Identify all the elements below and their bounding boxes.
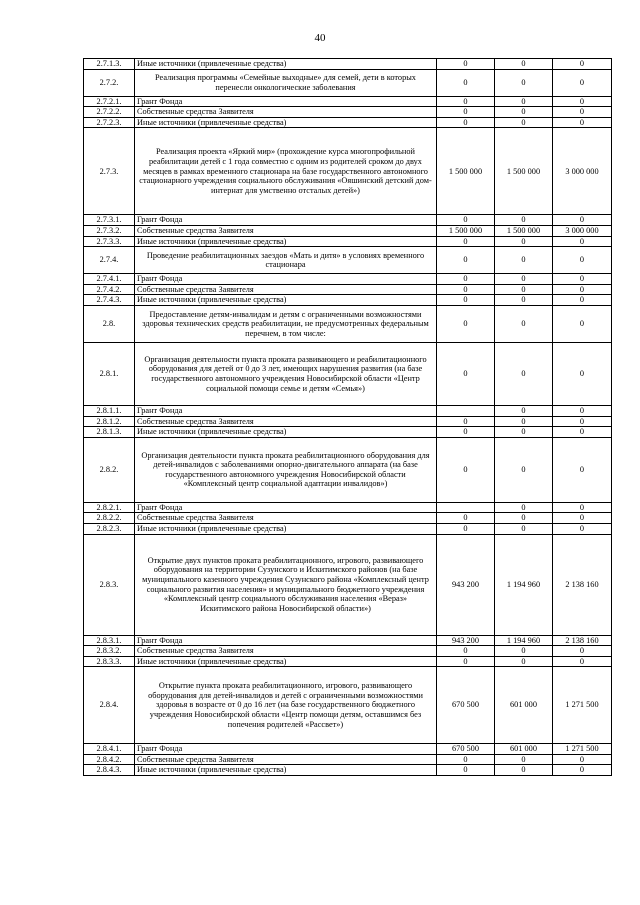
- value-grant: 0: [437, 117, 495, 128]
- value-own: 1 500 000: [495, 128, 553, 215]
- value-total: 0: [553, 646, 612, 657]
- item-number: 2.7.3.2.: [84, 225, 135, 236]
- value-own: 0: [495, 236, 553, 247]
- table-row: [84, 225, 612, 236]
- value-grant: 0: [437, 295, 495, 306]
- table-row: [84, 342, 612, 405]
- item-number: 2.7.4.3.: [84, 295, 135, 306]
- value-grant: 943 200: [437, 635, 495, 646]
- item-description: Иные источники (привлеченные средства): [135, 295, 437, 306]
- table-row: [84, 744, 612, 755]
- table-row: [84, 107, 612, 118]
- value-grant: 1 500 000: [437, 225, 495, 236]
- table-row: [84, 236, 612, 247]
- value-total: 0: [553, 765, 612, 776]
- item-description: Собственные средства Заявителя: [135, 107, 437, 118]
- value-own: 1 500 000: [495, 225, 553, 236]
- table-row: [84, 635, 612, 646]
- value-own: 0: [495, 513, 553, 524]
- value-own: 0: [495, 305, 553, 342]
- item-number: 2.7.4.: [84, 247, 135, 274]
- item-description: Открытие двух пунктов проката реабилитационного, игрового, развивающего оборудования на территории Сузунского и Искитимского районов (на базе муниципального казенного учреждения Сузунского района «Комплексный центр социального развития населения» и муниципального бюджетного учреждения «Комплексный центр социального обслуживания населения «Вераз» Искитимского района Новосибирской области»): [135, 534, 437, 635]
- value-own: 0: [495, 656, 553, 667]
- value-total: 0: [553, 274, 612, 285]
- item-description: Иные источники (привлеченные средства): [135, 59, 437, 70]
- item-description: Организация деятельности пункта проката развивающего и реабилитационного оборудования для детей от 0 до 3 лет, имеющих нарушения развития (на базе государственного автономного учреждения Новосибирской области «Центр социальной помощи семье и детям «Семья»): [135, 342, 437, 405]
- value-total: 0: [553, 96, 612, 107]
- value-total: 0: [553, 405, 612, 416]
- item-number: 2.7.2.: [84, 69, 135, 96]
- value-grant: 0: [437, 284, 495, 295]
- item-description: Грант Фонда: [135, 502, 437, 513]
- value-own: 1 194 960: [495, 534, 553, 635]
- item-number: 2.8.1.1.: [84, 405, 135, 416]
- item-number: 2.7.4.2.: [84, 284, 135, 295]
- item-description: Реализация проекта «Яркий мир» (прохождение курса многопрофильной реабилитации детей с 1 года совместно с одним из родителей сроком до двух месяцев в рамках временного стационара на базе государственного автономного стационарного учреждения социального обслуживания «Ояшинский детский дом-интернат для умственно отсталых детей»): [135, 128, 437, 215]
- item-number: 2.8.4.2.: [84, 754, 135, 765]
- value-total: 1 271 500: [553, 744, 612, 755]
- value-total: 2 138 160: [553, 534, 612, 635]
- item-description: Иные источники (привлеченные средства): [135, 765, 437, 776]
- table-row: [84, 656, 612, 667]
- value-grant: 0: [437, 247, 495, 274]
- value-total: 1 271 500: [553, 667, 612, 744]
- value-own: 0: [495, 754, 553, 765]
- value-grant: 0: [437, 754, 495, 765]
- item-number: 2.8.4.1.: [84, 744, 135, 755]
- value-total: 0: [553, 416, 612, 427]
- item-number: 2.8.1.2.: [84, 416, 135, 427]
- item-number: 2.8.4.3.: [84, 765, 135, 776]
- value-grant: 0: [437, 215, 495, 226]
- table-row: [84, 427, 612, 438]
- value-own: 0: [495, 284, 553, 295]
- table-row: [84, 295, 612, 306]
- value-total: 0: [553, 656, 612, 667]
- value-grant: 0: [437, 69, 495, 96]
- table-row: [84, 502, 612, 513]
- value-total: 0: [553, 284, 612, 295]
- value-total: 0: [553, 117, 612, 128]
- item-number: 2.8.3.1.: [84, 635, 135, 646]
- value-own: 0: [495, 107, 553, 118]
- value-own: 0: [495, 295, 553, 306]
- budget-table: [83, 58, 612, 776]
- value-total: 0: [553, 513, 612, 524]
- item-number: 2.7.3.: [84, 128, 135, 215]
- value-own: 1 194 960: [495, 635, 553, 646]
- table-row: [84, 274, 612, 285]
- value-grant: 0: [437, 513, 495, 524]
- value-total: 0: [553, 295, 612, 306]
- value-total: 3 000 000: [553, 128, 612, 215]
- item-description: Собственные средства Заявителя: [135, 284, 437, 295]
- item-description: Собственные средства Заявителя: [135, 754, 437, 765]
- value-grant: 0: [437, 427, 495, 438]
- value-total: 0: [553, 107, 612, 118]
- item-number: 2.7.2.2.: [84, 107, 135, 118]
- value-total: 0: [553, 523, 612, 534]
- value-grant: 0: [437, 765, 495, 776]
- item-description: Реализация программы «Семейные выходные» для семей, дети в которых перенесли онкологические заболевания: [135, 69, 437, 96]
- item-description: Иные источники (привлеченные средства): [135, 523, 437, 534]
- value-grant: 0: [437, 416, 495, 427]
- value-grant: 670 500: [437, 667, 495, 744]
- item-number: 2.7.4.1.: [84, 274, 135, 285]
- item-description: Иные источники (привлеченные средства): [135, 427, 437, 438]
- item-description: Грант Фонда: [135, 215, 437, 226]
- item-description: Грант Фонда: [135, 274, 437, 285]
- table-row: [84, 247, 612, 274]
- value-total: 0: [553, 59, 612, 70]
- value-own: 0: [495, 646, 553, 657]
- table-row: [84, 416, 612, 427]
- item-description: Иные источники (привлеченные средства): [135, 117, 437, 128]
- table-row: [84, 534, 612, 635]
- value-total: 0: [553, 69, 612, 96]
- table-row: [84, 667, 612, 744]
- value-grant: 0: [437, 236, 495, 247]
- value-own: 0: [495, 342, 553, 405]
- value-grant: 0: [437, 437, 495, 502]
- value-grant: 0: [437, 646, 495, 657]
- value-own: 601 000: [495, 667, 553, 744]
- item-number: 2.8.3.3.: [84, 656, 135, 667]
- item-description: Собственные средства Заявителя: [135, 646, 437, 657]
- value-grant: 0: [437, 107, 495, 118]
- value-grant: 0: [437, 274, 495, 285]
- value-own: 601 000: [495, 744, 553, 755]
- item-description: Собственные средства Заявителя: [135, 225, 437, 236]
- value-own: 0: [495, 765, 553, 776]
- item-description: Грант Фонда: [135, 96, 437, 107]
- item-description: Иные источники (привлеченные средства): [135, 236, 437, 247]
- item-description: Проведение реабилитационных заездов «Мать и дитя» в условиях временного стационара: [135, 247, 437, 274]
- value-own: 0: [495, 96, 553, 107]
- item-description: Организация деятельности пункта проката реабилитационного оборудования для детей-инвалидов с заболеваниями опорно-двигательного аппарата (на базе государственного автономного учреждения Новосибирской области «Комплексный центр социальной адаптации инвалидов»): [135, 437, 437, 502]
- value-grant: 1 500 000: [437, 128, 495, 215]
- value-own: 0: [495, 117, 553, 128]
- item-number: 2.8.2.1.: [84, 502, 135, 513]
- item-number: 2.7.3.3.: [84, 236, 135, 247]
- value-total: 0: [553, 236, 612, 247]
- item-description: Грант Фонда: [135, 744, 437, 755]
- item-number: 2.7.2.3.: [84, 117, 135, 128]
- value-total: 0: [553, 342, 612, 405]
- item-description: Собственные средства Заявителя: [135, 513, 437, 524]
- value-total: 0: [553, 215, 612, 226]
- value-total: 0: [553, 427, 612, 438]
- value-total: 0: [553, 305, 612, 342]
- value-own: 0: [495, 215, 553, 226]
- table-row: [84, 437, 612, 502]
- table-row: [84, 405, 612, 416]
- item-number: 2.8.: [84, 305, 135, 342]
- item-number: 2.8.2.2.: [84, 513, 135, 524]
- table-row: [84, 117, 612, 128]
- item-description: Грант Фонда: [135, 635, 437, 646]
- table-row: [84, 765, 612, 776]
- item-description: Открытие пункта проката реабилитационного, игрового, развивающего оборудования для детей-инвалидов и детей с ограниченными возможностями здоровья в возрасте от 0 до 16 лет (на базе государственного бюджетного учреждения Новосибирской области «Центр помощи детям, оставшимся без попечения родителей «Рассвет»): [135, 667, 437, 744]
- value-own: 0: [495, 69, 553, 96]
- value-total: 2 138 160: [553, 635, 612, 646]
- table-row: [84, 754, 612, 765]
- value-total: 0: [553, 502, 612, 513]
- value-own: 0: [495, 274, 553, 285]
- value-own: 0: [495, 427, 553, 438]
- item-number: 2.7.3.1.: [84, 215, 135, 226]
- value-grant: [437, 405, 495, 416]
- value-grant: 0: [437, 96, 495, 107]
- item-number: 2.7.2.1.: [84, 96, 135, 107]
- table-row: [84, 128, 612, 215]
- value-own: 0: [495, 502, 553, 513]
- item-number: 2.8.4.: [84, 667, 135, 744]
- item-number: 2.8.1.: [84, 342, 135, 405]
- value-own: 0: [495, 59, 553, 70]
- value-own: 0: [495, 416, 553, 427]
- page-number: 40: [314, 32, 326, 44]
- value-total: 0: [553, 247, 612, 274]
- table-row: [84, 513, 612, 524]
- item-description: Собственные средства Заявителя: [135, 416, 437, 427]
- table-row: [84, 96, 612, 107]
- item-description: Предоставление детям-инвалидам и детям с ограниченными возможностями здоровья технических средств реабилитации, не предусмотренных федеральным перечнем, в том числе:: [135, 305, 437, 342]
- item-number: 2.7.1.3.: [84, 59, 135, 70]
- value-grant: 0: [437, 59, 495, 70]
- table-row: [84, 59, 612, 70]
- item-number: 2.8.3.: [84, 534, 135, 635]
- value-own: 0: [495, 405, 553, 416]
- value-total: 0: [553, 437, 612, 502]
- value-own: 0: [495, 523, 553, 534]
- item-number: 2.8.1.3.: [84, 427, 135, 438]
- item-number: 2.8.3.2.: [84, 646, 135, 657]
- value-own: 0: [495, 247, 553, 274]
- value-grant: [437, 502, 495, 513]
- value-grant: 943 200: [437, 534, 495, 635]
- value-grant: 0: [437, 305, 495, 342]
- item-description: Грант Фонда: [135, 405, 437, 416]
- value-grant: 0: [437, 342, 495, 405]
- table-row: [84, 305, 612, 342]
- value-total: 3 000 000: [553, 225, 612, 236]
- value-total: 0: [553, 754, 612, 765]
- table-row: [84, 69, 612, 96]
- value-grant: 670 500: [437, 744, 495, 755]
- table-row: [84, 646, 612, 657]
- item-description: Иные источники (привлеченные средства): [135, 656, 437, 667]
- item-number: 2.8.2.: [84, 437, 135, 502]
- table-row: [84, 523, 612, 534]
- value-grant: 0: [437, 656, 495, 667]
- item-number: 2.8.2.3.: [84, 523, 135, 534]
- value-own: 0: [495, 437, 553, 502]
- table-row: [84, 215, 612, 226]
- value-grant: 0: [437, 523, 495, 534]
- table-row: [84, 284, 612, 295]
